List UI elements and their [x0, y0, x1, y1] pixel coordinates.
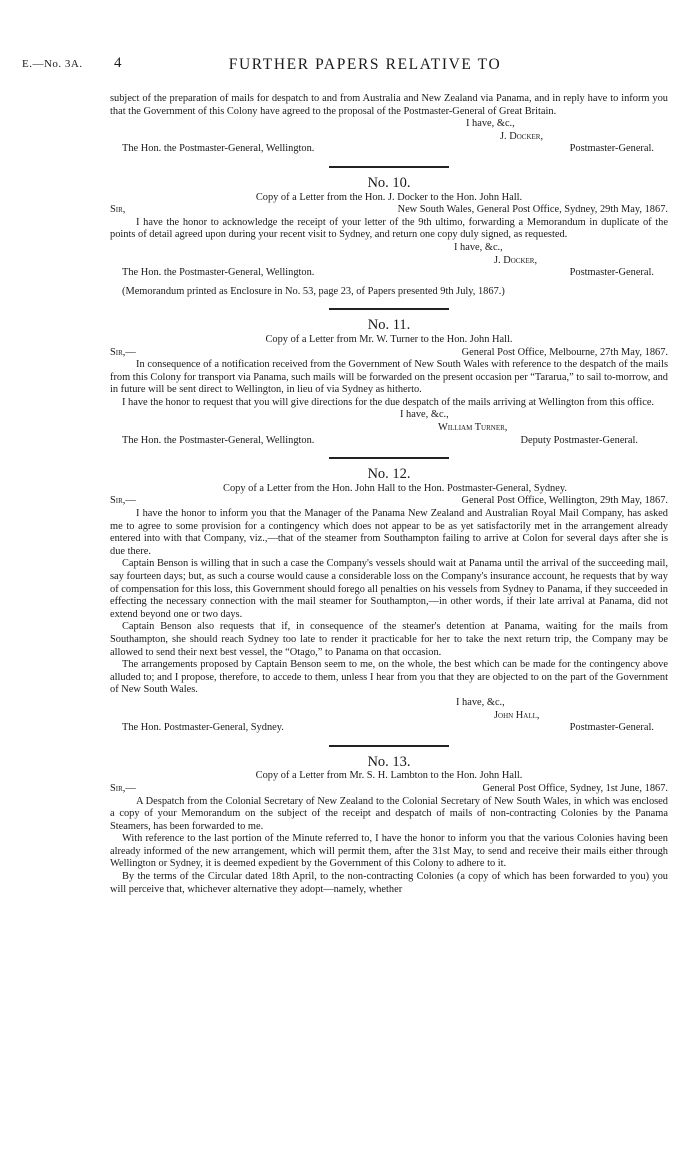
letter-paragraph: With reference to the last portion of the Minute referred to, I have the honor to inform you that the various Colonies having been already informed of the new arrangement, which will permit them, after the 31st May, to send and receive their mails either through Wellington or Sydney, it is deemed expedient by the Government of this Colony to adhere to it.: [110, 833, 668, 870]
letter-heading: Copy of a Letter from the Hon. John Hall to the Hon. Postmaster-General, Sydney.: [223, 482, 567, 494]
letter-number: No. 12.: [367, 466, 411, 483]
letter-paragraph: I have the honor to acknowledge the receipt of your letter of the 9th ultimo, forwarding a Memorandum in duplicate of the points of detail agreed upon during your recent visit to Sydney, and return one copy duly signed, as requested.: [110, 216, 668, 241]
letter-signature: William Turner,: [438, 422, 508, 434]
page-number: 4: [114, 55, 122, 71]
letter-number: No. 10.: [367, 174, 411, 191]
running-title: FURTHER PAPERS RELATIVE TO: [228, 56, 502, 73]
letter-signature: J. Docker,: [494, 254, 538, 266]
letter-number: No. 13.: [367, 753, 411, 770]
letter-heading: Copy of a Letter from Mr. S. H. Lambton to the Hon. John Hall.: [255, 770, 523, 782]
letter-heading: Copy of a Letter from the Hon. J. Docker to the Hon. John Hall.: [255, 191, 523, 203]
intro-addressee: The Hon. the Postmaster-General, Wellington.: [122, 143, 315, 155]
salutation: Sir,—: [110, 495, 136, 507]
letter-paragraph: Captain Benson also requests that if, in consequence of the steamer's detention at Panama, waiting for the mails from Southampton, she should reach Sydney too late to render it practicable for her to take the next return trip, the Company may be allowed to send their next best vessel, the “Otago,” to Panama on that occasion.: [110, 621, 668, 658]
section-divider: [329, 745, 449, 747]
letter-paragraph: Captain Benson is willing that in such a case the Company's vessels should wait at Panama until the arrival of the succeeding mail, say fourteen days; but, as such a course would cause a considerable loss on the Company's insurance account, he requests that by way of compensation for this loss, this Government should forego all penalties on his vessels from Sydney to Panama, if they succeeded in effecting the necessary connection with the mail steamer for Southampton,—in other words, if their late arrival at Panama, did not extend beyond one or two days.: [110, 558, 668, 620]
address-row: [110, 722, 668, 735]
letter-no-10: [110, 174, 668, 298]
letter-closing: I have, &c.,: [454, 241, 503, 253]
addressee: The Hon. the Postmaster-General, Wellington.: [122, 434, 315, 446]
section-divider: [329, 457, 449, 459]
letter-no-12: [110, 468, 668, 734]
letter-paragraph: The arrangements proposed by Captain Benson seem to me, on the whole, the best which can be made for the contingency above alluded to; and I propose, therefore, to accede to them, unless I hear from you that they are objected to on the part of the Government of New South Wales.: [110, 659, 668, 696]
place-date: New South Wales, General Post Office, Sydney, 29th May, 1867.: [397, 204, 668, 216]
intro-address-row: [110, 143, 668, 156]
intro-closing: I have, &c.,: [466, 118, 515, 130]
letter-number: No. 11.: [367, 317, 411, 334]
signatory-title: Postmaster-General.: [569, 267, 654, 279]
place-date: General Post Office, Sydney, 1st June, 1867.: [482, 782, 668, 794]
section-divider: [329, 308, 449, 310]
letter-heading: Copy of a Letter from Mr. W. Turner to the Hon. John Hall.: [265, 333, 513, 345]
letter-paragraph: In consequence of a notification received from the Government of New South Wales with reference to the despatch of the mails from this Colony for transport via Panama, such mails will be forwarded on the present occasion per “Tararua,” to sail to-morrow, and in future will be sent direct to Wellington, in lieu of via Sydney as hitherto.: [110, 359, 668, 396]
address-row: [110, 267, 668, 280]
salutation-row: [110, 495, 668, 508]
salutation-row: [110, 204, 668, 217]
intro-title: Postmaster-General.: [569, 143, 654, 155]
intro-signature: J. Docker,: [500, 130, 544, 142]
salutation: Sir,—: [110, 782, 136, 794]
intro-paragraph: subject of the preparation of mails for despatch to and from Australia and New Zealand via Panama, and in reply have to inform you that the Government of this Colony have agreed to the proposal of the Postmaster-General of Great Britain.: [110, 93, 668, 117]
letter-signature: John Hall,: [494, 709, 540, 721]
document-reference: E.—No. 3A.: [22, 58, 83, 70]
address-row: [110, 435, 668, 448]
letter-closing: I have, &c.,: [400, 409, 449, 421]
salutation-row: [110, 783, 668, 796]
signatory-title: Deputy Postmaster-General.: [520, 434, 638, 446]
letter-paragraph: I have the honor to request that you will give directions for the due despatch of the mails arriving at Wellington from this office.: [122, 396, 655, 408]
letter-paragraph: I have the honor to inform you that the Manager of the Panama New Zealand and Australian Royal Mail Company, has asked me to agree to some provision for a contingency which does not appear to be as yet satisfactorily met in the arrangement already entered into with that Company, viz.,—that of the steamer from Southampton failing to arrive at Colon for several days after she is due there.: [110, 508, 668, 557]
place-date: General Post Office, Wellington, 29th May, 1867.: [461, 495, 668, 507]
page-body: [110, 93, 668, 896]
section-divider: [329, 166, 449, 168]
letter-no-11: [110, 319, 668, 447]
salutation: Sir,: [110, 204, 126, 216]
salutation: Sir,—: [110, 346, 136, 358]
letter-paragraph: A Despatch from the Colonial Secretary of New Zealand to the Colonial Secretary of New South Wales, in which was enclosed a copy of your Memorandum on the subject of the receipt and despatch of mails of non-contracting Colonies by the Panama Steamers, has been forwarded to me.: [110, 795, 668, 832]
place-date: General Post Office, Melbourne, 27th May, 1867.: [461, 346, 668, 358]
page-header: [22, 56, 678, 76]
enclosure-note: (Memorandum printed as Enclosure in No. 53, page 23, of Papers presented 9th July, 1867.): [122, 285, 505, 297]
letter-closing: I have, &c.,: [456, 696, 505, 708]
addressee: The Hon. Postmaster-General, Sydney.: [122, 722, 284, 734]
addressee: The Hon. the Postmaster-General, Wellington.: [122, 267, 315, 279]
letter-paragraph: By the terms of the Circular dated 18th April, to the non-contracting Colonies (a copy of which has been forwarded to you) you will perceive that, whichever alternative they adopt—namely, whether: [110, 871, 668, 895]
letter-no-13: [110, 753, 668, 897]
salutation-row: [110, 347, 668, 360]
signatory-title: Postmaster-General.: [569, 722, 654, 734]
